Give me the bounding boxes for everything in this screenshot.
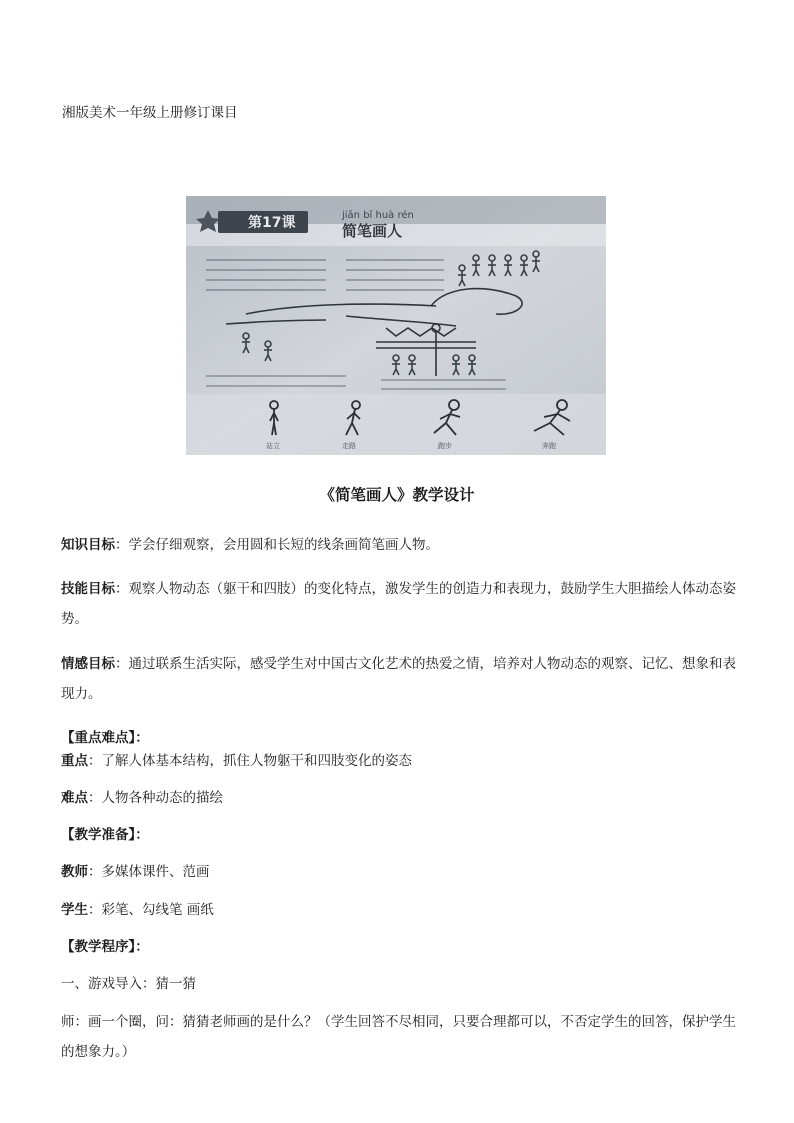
photo-pose-label: 跑步 — [438, 442, 452, 450]
textbook-photo — [186, 196, 606, 455]
goal-emotion — [61, 649, 737, 709]
key-point-text: ：了解人体基本结构，抓住人物躯干和四肢变化的姿态 — [88, 753, 412, 769]
difficult-point — [61, 783, 737, 813]
procedure-heading-text: 【教学程序】： — [61, 939, 149, 955]
preparation-heading-text: 【教学准备】： — [61, 827, 149, 843]
preparation-student — [61, 895, 737, 925]
goal-skill-text: ：观察人物动态（躯干和四肢）的变化特点，激发学生的创造力和表现力，鼓励学生大胆描绘人体动态姿势。 — [61, 581, 736, 627]
photo-pose-label: 站立 — [266, 442, 280, 450]
preparation-student-text: ：彩笔、勾线笔 画纸 — [88, 902, 214, 918]
goal-knowledge — [61, 530, 737, 560]
goal-emotion-text: ：通过联系生活实际，感受学生对中国古文化艺术的热爱之情，培养对人物动态的观察、记忆、想象和表现力。 — [61, 656, 736, 702]
photo-pose-label: 走路 — [342, 442, 356, 450]
difficult-point-label: 难点 — [61, 790, 88, 806]
textbook-photo-illustration — [186, 196, 606, 455]
photo-lesson-number: 第17课 — [248, 215, 296, 231]
procedure-teacher-line: 师：画一个圈，问：猜猜老师画的是什么？（学生回答不尽相同，只要合理都可以，不否定学生的回答，保护学生的想象力。） — [61, 1014, 736, 1060]
key-points-heading-text: 【重点难点】： — [61, 730, 149, 746]
difficult-point-text: ：人物各种动态的描绘 — [88, 790, 223, 806]
goal-knowledge-label: 知识目标 — [61, 537, 115, 553]
photo-lesson-title: 简笔画人 — [342, 222, 403, 240]
preparation-heading — [61, 820, 737, 850]
key-point-label: 重点 — [61, 753, 88, 769]
goal-skill-label: 技能目标 — [61, 581, 115, 597]
procedure-step-1: 一、游戏导入：猜一猜 — [61, 976, 196, 992]
key-point — [61, 746, 737, 776]
preparation-teacher — [61, 857, 737, 887]
goal-emotion-label: 情感目标 — [61, 656, 115, 672]
header-course-name: 湘版美术一年级上册修订课目 — [62, 105, 238, 121]
procedure-heading — [61, 932, 737, 962]
goal-skill — [61, 574, 737, 634]
document-title: 《简笔画人》教学设计 — [319, 486, 475, 504]
preparation-student-label: 学生 — [61, 902, 88, 918]
preparation-teacher-label: 教师 — [61, 864, 88, 880]
preparation-teacher-text: ：多媒体课件、范画 — [88, 864, 210, 880]
photo-pinyin: jiǎn bǐ huà rén — [342, 210, 414, 221]
goal-knowledge-text: ：学会仔细观察，会用圆和长短的线条画简笔画人物。 — [115, 537, 439, 553]
photo-pose-label: 奔跑 — [542, 442, 556, 450]
